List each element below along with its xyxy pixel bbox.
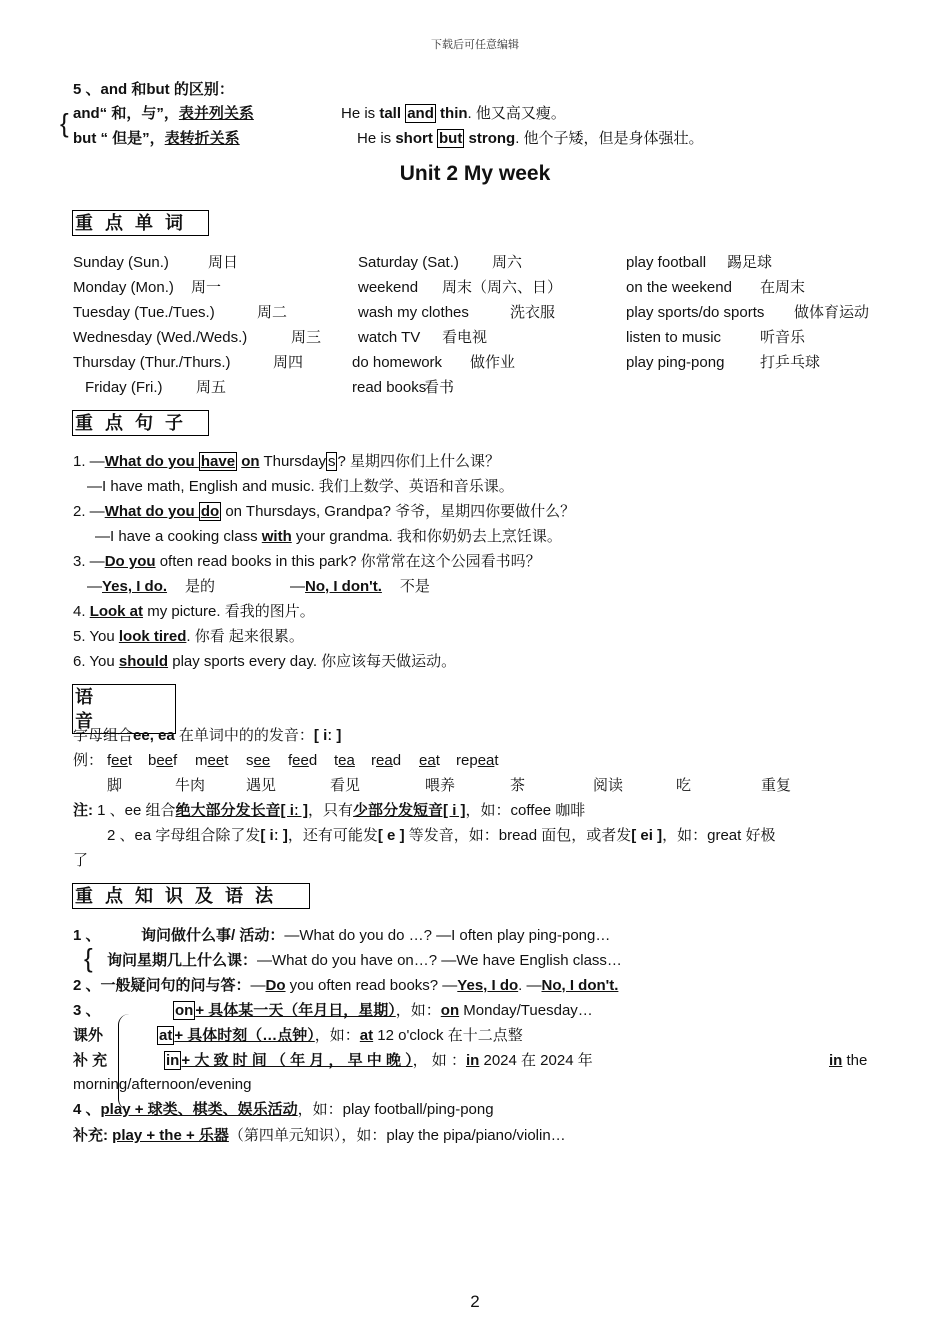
sentence-2-answer: —I have a cooking class with your grandma. 我和你奶奶去上烹饪课。 bbox=[95, 528, 562, 545]
brace-icon: { bbox=[60, 108, 69, 138]
word-english: listen to music bbox=[626, 329, 722, 346]
word-english: read books bbox=[352, 379, 427, 396]
grammar-3-number: 3 、 bbox=[73, 1002, 101, 1019]
phonics-word: tea bbox=[334, 752, 355, 769]
and-example: He is tall and thin. 他又高又瘦。 bbox=[341, 105, 566, 122]
word-english: play football bbox=[626, 254, 707, 271]
phonics-word: meet bbox=[195, 752, 229, 769]
sentence-2-question: 2. —What do you do on Thursdays, Grandpa? 爷爷，星期四你要做什么？ bbox=[73, 503, 576, 520]
sentence-3-yes: —Yes, I do. 是的 bbox=[87, 578, 216, 595]
section-sentences: 重点句子 bbox=[72, 410, 209, 436]
phonics-meaning: 喂养 bbox=[425, 777, 456, 794]
section-phonics: 语音 bbox=[72, 684, 176, 734]
page-header: 下载后可任意编辑 bbox=[431, 39, 519, 51]
word-english: weekend bbox=[358, 279, 419, 296]
phonics-meaning: 吃 bbox=[676, 777, 692, 794]
grammar-3c-tail: in the bbox=[829, 1052, 868, 1069]
phonics-word: feed bbox=[288, 752, 318, 769]
word-chinese: 周五 bbox=[196, 379, 227, 396]
word-english: play ping-pong bbox=[626, 354, 725, 371]
word-english: Thursday (Thur./Thurs.) bbox=[73, 354, 231, 371]
word-chinese: 周六 bbox=[492, 254, 523, 271]
page-number: 2 bbox=[470, 1292, 480, 1311]
sentence-4: 4. Look at my picture. 看我的图片。 bbox=[73, 603, 315, 620]
word-english: wash my clothes bbox=[358, 304, 469, 321]
grammar-4: 4 、play + 球类、棋类、娱乐活动，如：play football/ping-pong bbox=[73, 1101, 494, 1118]
word-english: Wednesday (Wed./Weds.) bbox=[73, 329, 248, 346]
word-chinese: 看电视 bbox=[442, 329, 488, 346]
phonics-note-2: 2 、ea 字母组合除了发[ iː ]，还有可能发[ e ] 等发音，如：bread 面包，或者发[ ei ]，如：great 好极 bbox=[107, 827, 776, 844]
word-chinese: 踢足球 bbox=[727, 254, 773, 271]
phonics-note-1: 注: 1 、ee 组合绝大部分发长音[ iː ]，只有少部分发短音[ i ]，如：coffee 咖啡 bbox=[73, 802, 586, 819]
grammar-3a: on + 具体某一天（年月日，星期），如：on Monday/Tuesday… bbox=[175, 1002, 593, 1019]
grammar-1b: 询问星期几上什么课：—What do you have on…? —We have English class… bbox=[107, 952, 622, 969]
grammar-3b: at + 具体时刻（…点钟），如：at 12 o'clock 在十二点整 bbox=[159, 1027, 523, 1044]
sentence-3-no: —No, I don't. 不是 bbox=[290, 578, 430, 595]
phonics-meaning: 脚 bbox=[107, 777, 123, 794]
word-chinese: 听音乐 bbox=[760, 329, 806, 346]
word-chinese: 周二 bbox=[257, 304, 288, 321]
word-english: do homework bbox=[352, 354, 443, 371]
phonics-example-label: 例： bbox=[73, 752, 104, 769]
brace-icon: { bbox=[84, 943, 93, 973]
section-words: 重点单词 bbox=[72, 210, 209, 236]
word-english: play sports/do sports bbox=[626, 304, 765, 321]
phonics-meaning: 看见 bbox=[330, 777, 361, 794]
intro-heading: 5 、and 和but 的区别： bbox=[73, 81, 234, 98]
sentence-6: 6. You should play sports every day. 你应该每天做运动。 bbox=[73, 653, 457, 670]
sentence-1-answer: —I have math, English and music. 我们上数学、英语和音乐课。 bbox=[87, 478, 514, 495]
but-example: He is short but strong. 他个子矮，但是身体强壮。 bbox=[357, 130, 704, 147]
grammar-5: 补充: play + the + 乐器（第四单元知识），如：play the pipa/piano/violin… bbox=[73, 1127, 566, 1144]
phonics-word: feet bbox=[107, 752, 133, 769]
grammar-1-number: 1 、 bbox=[73, 927, 101, 944]
grammar-3c: in + 大 致 时 间 （ 年 月 ， 早 中 晚 ）， 如 ：in 2024 在 2024 年 bbox=[166, 1052, 593, 1069]
bracket-line bbox=[118, 1014, 129, 1110]
page-title: Unit 2 My week bbox=[399, 162, 551, 185]
phonics-meaning: 茶 bbox=[510, 777, 526, 794]
word-chinese: 周末（周六、日） bbox=[442, 279, 563, 296]
phonics-word: beef bbox=[148, 752, 178, 769]
phonics-word: eat bbox=[419, 752, 440, 769]
sentence-1-question: 1. —What do you have on Thursday s ? 星期四你们上什么课？ bbox=[73, 453, 500, 470]
phonics-meaning: 重复 bbox=[761, 777, 792, 794]
phonics-meaning: 遇见 bbox=[246, 777, 277, 794]
phonics-word: see bbox=[246, 752, 271, 769]
grammar-2: 2 、一般疑问句的问与答：—Do you often read books? —Yes, I do. —No, I don't. bbox=[73, 977, 619, 994]
sentence-3-question: 3. —Do you often read books in this park? 你常常在这个公园看书吗？ bbox=[73, 553, 541, 570]
phonics-meaning: 牛肉 bbox=[175, 777, 206, 794]
word-chinese: 周四 bbox=[273, 354, 304, 371]
word-chinese: 在周末 bbox=[760, 279, 806, 296]
but-line: but “ 但是”，表转折关系 bbox=[73, 130, 240, 147]
word-chinese: 周一 bbox=[191, 279, 222, 296]
word-chinese: 洗衣服 bbox=[510, 304, 556, 321]
phonics-note-2-tail: 了 bbox=[73, 852, 89, 869]
word-english: on the weekend bbox=[626, 279, 732, 296]
grammar-3-extra-label-2: 补 充 bbox=[73, 1052, 108, 1069]
phonics-meaning: 阅读 bbox=[593, 777, 624, 794]
word-english: Sunday (Sun.) bbox=[73, 254, 169, 271]
phonics-rule: 字母组合ee, ea 在单词中的的发音：[ iː ] bbox=[73, 727, 342, 744]
grammar-1a: 询问做什么事/ 活动：—What do you do …? —I often play ping-pong… bbox=[141, 927, 611, 944]
grammar-3c-tail-2: morning/afternoon/evening bbox=[73, 1076, 252, 1093]
word-english: Tuesday (Tue./Tues.) bbox=[73, 304, 215, 321]
phonics-word: read bbox=[371, 752, 402, 769]
word-chinese: 看书 bbox=[424, 379, 455, 396]
section-grammar: 重点知识及语法 bbox=[72, 883, 310, 909]
phonics-word: repeat bbox=[456, 752, 499, 769]
word-english: Monday (Mon.) bbox=[73, 279, 174, 296]
word-chinese: 周三 bbox=[291, 329, 322, 346]
word-chinese: 做作业 bbox=[470, 354, 516, 371]
sentence-5: 5. You look tired. 你看 起来很累。 bbox=[73, 628, 304, 645]
word-chinese: 做体育运动 bbox=[794, 304, 870, 321]
word-chinese: 周日 bbox=[208, 254, 239, 271]
and-line: and“ 和，与”，表并列关系 bbox=[73, 105, 254, 122]
word-chinese: 打乒乓球 bbox=[760, 354, 821, 371]
word-english: watch TV bbox=[358, 329, 421, 346]
grammar-3-extra-label: 课外 bbox=[73, 1027, 104, 1044]
word-english: Friday (Fri.) bbox=[85, 379, 163, 396]
word-english: Saturday (Sat.) bbox=[358, 254, 459, 271]
